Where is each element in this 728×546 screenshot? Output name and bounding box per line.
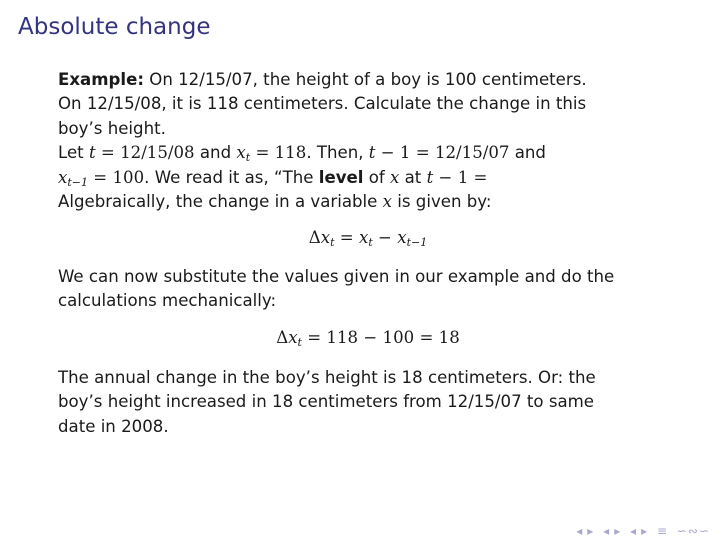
- substitute-line-2: calculations mechanically:: [58, 291, 277, 311]
- let-line: Let t = 12/15/08 and $x_t = 118$. Then, t − 1 = 12/15/07 and: [58, 143, 546, 165]
- nav-next-subsection-icon[interactable]: ▸: [614, 524, 622, 538]
- beamer-navigation: [572, 524, 710, 538]
- conclusion-line-1: The annual change in the boy’s height is 18 centimeters. Or: the: [58, 368, 596, 388]
- nav-next-section-icon[interactable]: ▸: [641, 524, 649, 538]
- level-word: level: [318, 167, 364, 187]
- nav-prev-frame-icon[interactable]: ◂: [576, 524, 584, 538]
- nav-align-icon[interactable]: ≡: [656, 524, 668, 538]
- equation-calculation: $\Delta x_t = 118 - 100 = 18$: [276, 327, 460, 349]
- slide-title: Absolute change: [18, 14, 211, 40]
- example-line-3: boy’s height.: [58, 118, 166, 138]
- nav-prev-subsection-icon[interactable]: ◂: [603, 524, 611, 538]
- equation-definition: $\Delta x_t = x_t - x_{t-1}$: [308, 228, 428, 250]
- nav-search-icon[interactable]: ∽∾∽: [676, 524, 710, 538]
- read-line: $x_{t-1} = 100$. We read it as, “The level of x at t − 1 =: [58, 167, 488, 189]
- example-label: Example:: [58, 70, 144, 89]
- nav-prev-section-icon[interactable]: ◂: [630, 524, 638, 538]
- conclusion-line-2: boy’s height increased in 18 centimeters from 12/15/07 to same: [58, 392, 595, 412]
- substitute-line-1: We can now substitute the values given in our example and do the: [58, 266, 615, 286]
- algebra-line: Algebraically, the change in a variable x is given by:: [58, 192, 492, 212]
- example-line-1: Example: On 12/15/07, the height of a boy is 100 centimeters.: [58, 70, 587, 89]
- nav-next-frame-icon[interactable]: ▸: [587, 524, 595, 538]
- example-line-2: On 12/15/08, it is 118 centimeters. Calculate the change in this: [58, 94, 587, 114]
- slide-content: [58, 68, 678, 439]
- conclusion-line-3: date in 2008.: [58, 416, 169, 436]
